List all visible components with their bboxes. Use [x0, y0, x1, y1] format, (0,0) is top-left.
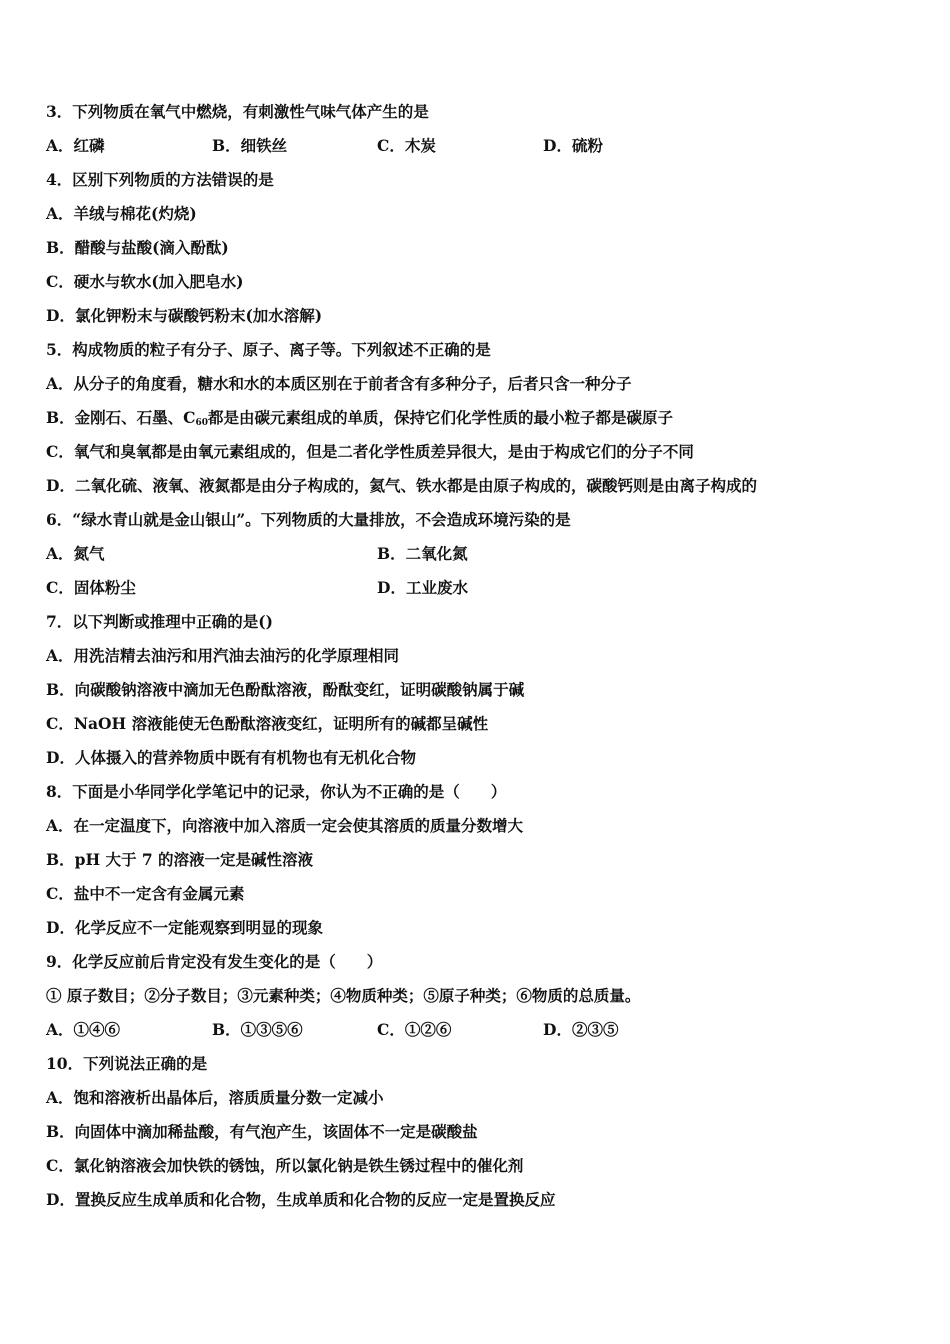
question-8-stem: 8．下面是小华同学化学笔记中的记录，你认为不正确的是（ ）	[46, 782, 507, 801]
question-9-option-d: D．②③⑤	[543, 1020, 619, 1039]
question-4-option-c: C．硬水与软水(加入肥皂水)	[46, 272, 244, 291]
question-7-option-d: D．人体摄入的营养物质中既有有机物也有无机化合物	[46, 748, 416, 767]
question-7-stem: 7．以下判断或推理中正确的是()	[46, 612, 273, 631]
question-3-stem: 3．下列物质在氧气中燃烧，有刺激性气味气体产生的是	[46, 102, 429, 121]
question-4-option-d: D．氯化钾粉末与碳酸钙粉末(加水溶解)	[46, 306, 323, 325]
question-3-option-b: B．细铁丝	[212, 136, 288, 155]
question-9-note: ① 原子数目；②分子数目；③元素种类；④物质种类；⑤原子种类；⑥物质的总质量。	[46, 986, 641, 1005]
question-5-option-b-head: B．金刚石、石墨、C	[46, 408, 196, 427]
question-5-option-c: C．氧气和臭氧都是由氧元素组成的，但是二者化学性质差异很大，是由于构成它们的分子不同	[46, 442, 694, 461]
question-5-option-d: D．二氧化硫、液氧、液氮都是由分子构成的，氦气、铁水都是由原子构成的，碳酸钙则是由离子构成的	[46, 476, 757, 495]
question-7-option-b: B．向碳酸钠溶液中滴加无色酚酞溶液，酚酞变红，证明碳酸钠属于碱	[46, 680, 525, 699]
question-8-option-d: D．化学反应不一定能观察到明显的现象	[46, 918, 323, 937]
question-10-option-d: D．置换反应生成单质和化合物，生成单质和化合物的反应一定是置换反应	[46, 1190, 556, 1209]
question-8-option-c: C．盐中不一定含有金属元素	[46, 884, 245, 903]
question-8-option-a: A．在一定温度下，向溶液中加入溶质一定会使其溶质的质量分数增大	[46, 816, 524, 835]
question-6-option-a: A．氮气	[46, 544, 105, 563]
question-9-option-a: A．①④⑥	[46, 1020, 121, 1039]
question-6-option-d: D．工业废水	[377, 578, 468, 597]
question-3-option-a: A．红磷	[46, 136, 105, 155]
question-4-option-a: A．羊绒与棉花(灼烧)	[46, 204, 197, 223]
question-5-option-a: A．从分子的角度看，糖水和水的本质区别在于前者含有多种分子，后者只含一种分子	[46, 374, 632, 393]
question-9-option-c: C．①②⑥	[377, 1020, 452, 1039]
question-6-stem: 6．“绿水青山就是金山银山”。下列物质的大量排放，不会造成环境污染的是	[46, 510, 571, 529]
question-3-option-c: C．木炭	[377, 136, 436, 155]
question-10-option-c: C．氯化钠溶液会加快铁的锈蚀，所以氯化钠是铁生锈过程中的催化剂	[46, 1156, 524, 1175]
question-6-option-b: B．二氧化氮	[377, 544, 468, 563]
question-10-option-b: B．向固体中滴加稀盐酸，有气泡产生，该固体不一定是碳酸盐	[46, 1122, 478, 1141]
question-5-option-b-tail: 都是由碳元素组成的单质，保持它们化学性质的最小粒子都是碳原子	[207, 408, 673, 427]
question-5-option-b	[46, 408, 673, 428]
question-9-stem: 9．化学反应前后肯定没有发生变化的是（ ）	[46, 952, 383, 971]
question-4-stem: 4．区别下列物质的方法错误的是	[46, 170, 274, 189]
question-7-option-a: A．用洗洁精去油污和用汽油去油污的化学原理相同	[46, 646, 400, 665]
question-5-stem: 5．构成物质的粒子有分子、原子、离子等。下列叙述不正确的是	[46, 340, 491, 359]
question-8-option-b: B．pH 大于 7 的溶液一定是碱性溶液	[46, 850, 314, 869]
question-6-option-c: C．固体粉尘	[46, 578, 136, 597]
question-9-option-b: B．①③⑤⑥	[212, 1020, 303, 1039]
question-7-option-c: C．NaOH 溶液能使无色酚酞溶液变红，证明所有的碱都呈碱性	[46, 714, 489, 733]
question-10-option-a: A．饱和溶液析出晶体后，溶质质量分数一定减小	[46, 1088, 384, 1107]
question-10-stem: 10．下列说法正确的是	[46, 1054, 208, 1073]
question-3-option-d: D．硫粉	[543, 136, 603, 155]
question-4-option-b: B．醋酸与盐酸(滴入酚酞)	[46, 238, 229, 257]
c60-subscript: 60	[195, 418, 208, 428]
